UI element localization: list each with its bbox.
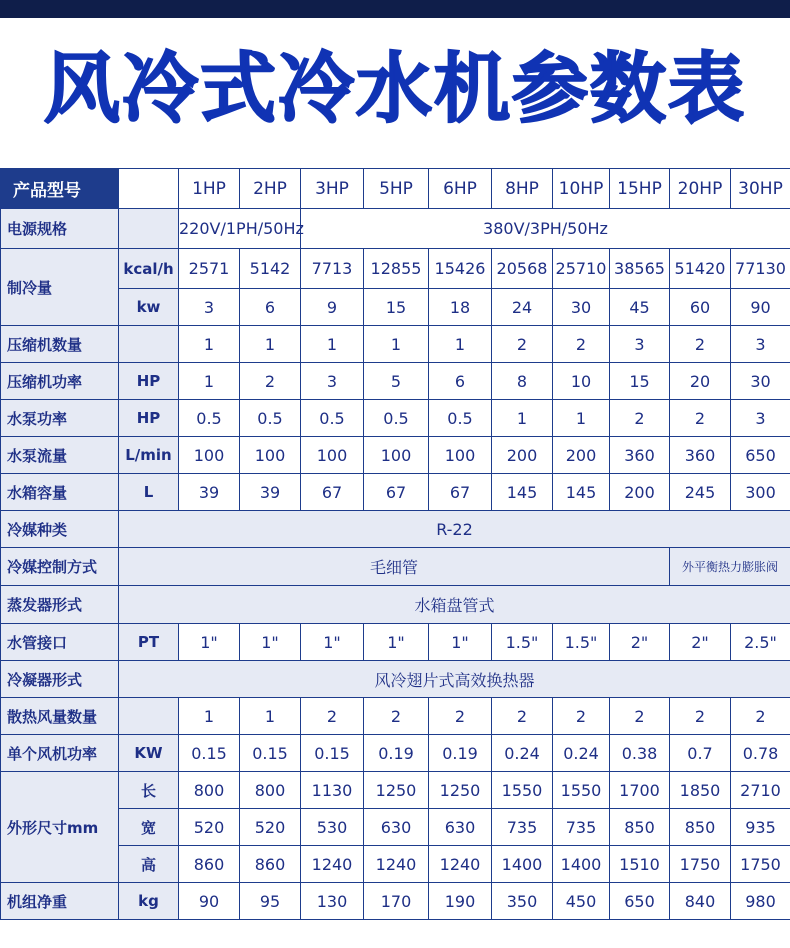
value-cell: 39 [240,474,301,511]
table-row [1,735,790,772]
value-cell: 6 [429,363,492,400]
value-cell: 1250 [364,772,429,809]
row-label: 机组净重 [1,883,119,920]
row-label: 压缩机数量 [1,326,119,363]
row-unit [119,209,179,249]
value-cell: 7713 [301,249,364,289]
row-label: 冷媒种类 [1,511,119,548]
value-cell: 3 [610,326,670,363]
row-unit: 长 [119,772,179,809]
value-cell: 1400 [492,846,553,883]
row-label: 散热风量数量 [1,698,119,735]
model-header: 1HP [179,169,240,209]
row-label: 蒸发器形式 [1,586,119,624]
model-header: 6HP [429,169,492,209]
value-cell: 2710 [731,772,790,809]
row-unit: kw [119,289,179,326]
value-cell: 145 [492,474,553,511]
value-cell: 0.15 [240,735,301,772]
value-cell: 840 [670,883,731,920]
value-cell: 1" [240,624,301,661]
value-cell: 630 [364,809,429,846]
value-cell: 30 [553,289,610,326]
value-cell: 5 [364,363,429,400]
value-cell: 1 [429,326,492,363]
value-cell: 100 [364,437,429,474]
value-cell: 2 [610,698,670,735]
value-cell: 245 [670,474,731,511]
row-label: 水管接口 [1,624,119,661]
value-cell: 1 [179,363,240,400]
table-row [1,548,790,586]
row-unit: kcal/h [119,249,179,289]
value-cell: 90 [731,289,790,326]
value-cell: 12855 [364,249,429,289]
value-cell: 520 [240,809,301,846]
value-cell: 1 [301,326,364,363]
table-row [1,400,790,437]
value-cell: 2 [670,400,731,437]
value-cell: 1250 [429,772,492,809]
value-cell: 200 [553,437,610,474]
table-row [1,883,790,920]
model-header: 8HP [492,169,553,209]
value-cell: 15426 [429,249,492,289]
header-blank [119,169,179,209]
table-row [1,511,790,548]
value-cell: 95 [240,883,301,920]
value-cell: 735 [553,809,610,846]
row-label: 电源规格 [1,209,119,249]
value-cell: 300 [731,474,790,511]
value-cell: 1550 [492,772,553,809]
value-cell: 350 [492,883,553,920]
value-cell: 0.15 [301,735,364,772]
table-row [1,437,790,474]
evaporator-value: 水箱盘管式 [119,586,790,624]
value-cell: 1 [240,326,301,363]
row-unit: HP [119,400,179,437]
page-title: 风冷式冷水机参数表 [44,44,746,133]
value-cell: 2 [429,698,492,735]
value-cell: 2 [553,698,610,735]
value-cell: 0.7 [670,735,731,772]
value-cell: 20 [670,363,731,400]
value-cell: 39 [179,474,240,511]
value-cell: 1" [364,624,429,661]
table-row [1,363,790,400]
value-cell: 860 [179,846,240,883]
value-cell: 0.5 [429,400,492,437]
value-cell: 200 [610,474,670,511]
table-row [1,169,790,209]
value-cell: 800 [179,772,240,809]
power-380v: 380V/3PH/50Hz [301,209,790,249]
value-cell: 18 [429,289,492,326]
value-cell: 2.5" [731,624,790,661]
value-cell: 1240 [364,846,429,883]
value-cell: 2" [610,624,670,661]
table-row [1,209,790,249]
value-cell: 38565 [610,249,670,289]
value-cell: 2 [553,326,610,363]
table-row [1,772,790,809]
value-cell: 190 [429,883,492,920]
value-cell: 6 [240,289,301,326]
value-cell: 100 [179,437,240,474]
value-cell: 2" [670,624,731,661]
control-value: 毛细管 [119,548,670,586]
table-row [1,586,790,624]
value-cell: 25710 [553,249,610,289]
value-cell: 520 [179,809,240,846]
row-unit: HP [119,363,179,400]
header-label: 产品型号 [1,169,119,209]
value-cell: 20568 [492,249,553,289]
value-cell: 100 [240,437,301,474]
value-cell: 360 [670,437,731,474]
value-cell: 2571 [179,249,240,289]
value-cell: 67 [364,474,429,511]
value-cell: 1" [179,624,240,661]
table-row [1,809,790,846]
model-header: 3HP [301,169,364,209]
value-cell: 2 [670,326,731,363]
value-cell: 2 [301,698,364,735]
value-cell: 1 [240,698,301,735]
row-unit: 宽 [119,809,179,846]
row-label: 冷凝器形式 [1,661,119,698]
row-unit: PT [119,624,179,661]
model-header: 15HP [610,169,670,209]
model-header: 30HP [731,169,790,209]
refrigerant-value: R-22 [119,511,790,548]
value-cell: 1750 [731,846,790,883]
value-cell: 30 [731,363,790,400]
model-header: 5HP [364,169,429,209]
control-value-30hp: 外平衡热力膨胀阀 [670,548,790,586]
table-row [1,661,790,698]
row-unit: KW [119,735,179,772]
row-unit: L/min [119,437,179,474]
value-cell: 1 [553,400,610,437]
value-cell: 100 [301,437,364,474]
value-cell: 3 [731,400,790,437]
value-cell: 15 [364,289,429,326]
table-row [1,326,790,363]
value-cell: 0.24 [492,735,553,772]
value-cell: 0.15 [179,735,240,772]
value-cell: 1.5" [492,624,553,661]
value-cell: 67 [301,474,364,511]
value-cell: 360 [610,437,670,474]
row-unit [119,698,179,735]
condenser-value: 风冷翅片式高效换热器 [119,661,790,698]
row-label: 外形尺寸mm [1,772,119,883]
value-cell: 2 [492,698,553,735]
value-cell: 2 [731,698,790,735]
value-cell: 1 [179,326,240,363]
value-cell: 145 [553,474,610,511]
row-label: 单个风机功率 [1,735,119,772]
value-cell: 1510 [610,846,670,883]
model-header: 10HP [553,169,610,209]
value-cell: 735 [492,809,553,846]
value-cell: 1" [429,624,492,661]
value-cell: 45 [610,289,670,326]
value-cell: 77130 [731,249,790,289]
value-cell: 10 [553,363,610,400]
value-cell: 1850 [670,772,731,809]
value-cell: 2 [610,400,670,437]
value-cell: 3 [301,363,364,400]
table-row [1,624,790,661]
value-cell: 2 [670,698,731,735]
value-cell: 130 [301,883,364,920]
value-cell: 0.5 [301,400,364,437]
value-cell: 5142 [240,249,301,289]
value-cell: 170 [364,883,429,920]
table-row [1,289,790,326]
value-cell: 650 [610,883,670,920]
value-cell: 2 [492,326,553,363]
row-unit: kg [119,883,179,920]
power-220v: 220V/1PH/50Hz [179,209,301,249]
value-cell: 0.24 [553,735,610,772]
row-label: 冷媒控制方式 [1,548,119,586]
value-cell: 100 [429,437,492,474]
value-cell: 980 [731,883,790,920]
value-cell: 1400 [553,846,610,883]
value-cell: 0.38 [610,735,670,772]
model-header: 20HP [670,169,731,209]
row-label: 水泵功率 [1,400,119,437]
value-cell: 1550 [553,772,610,809]
value-cell: 2 [240,363,301,400]
table-row [1,474,790,511]
value-cell: 24 [492,289,553,326]
row-unit: 高 [119,846,179,883]
value-cell: 51420 [670,249,731,289]
value-cell: 0.5 [364,400,429,437]
value-cell: 1 [492,400,553,437]
value-cell: 650 [731,437,790,474]
table-row [1,249,790,289]
value-cell: 1" [301,624,364,661]
value-cell: 3 [731,326,790,363]
top-bar [0,0,790,18]
value-cell: 1750 [670,846,731,883]
value-cell: 1130 [301,772,364,809]
row-label: 压缩机功率 [1,363,119,400]
table-row [1,846,790,883]
value-cell: 0.19 [429,735,492,772]
table-row [1,698,790,735]
value-cell: 1 [179,698,240,735]
value-cell: 8 [492,363,553,400]
value-cell: 630 [429,809,492,846]
value-cell: 67 [429,474,492,511]
value-cell: 3 [179,289,240,326]
value-cell: 935 [731,809,790,846]
model-header: 2HP [240,169,301,209]
value-cell: 1 [364,326,429,363]
row-label: 水箱容量 [1,474,119,511]
row-unit [119,326,179,363]
value-cell: 1240 [301,846,364,883]
value-cell: 1.5" [553,624,610,661]
value-cell: 200 [492,437,553,474]
spec-table [0,168,790,920]
value-cell: 1240 [429,846,492,883]
value-cell: 1700 [610,772,670,809]
value-cell: 0.78 [731,735,790,772]
value-cell: 0.19 [364,735,429,772]
value-cell: 90 [179,883,240,920]
value-cell: 530 [301,809,364,846]
value-cell: 850 [610,809,670,846]
value-cell: 0.5 [179,400,240,437]
value-cell: 450 [553,883,610,920]
value-cell: 860 [240,846,301,883]
row-unit: L [119,474,179,511]
value-cell: 2 [364,698,429,735]
row-label: 水泵流量 [1,437,119,474]
value-cell: 0.5 [240,400,301,437]
row-label: 制冷量 [1,249,119,326]
value-cell: 9 [301,289,364,326]
value-cell: 850 [670,809,731,846]
value-cell: 800 [240,772,301,809]
value-cell: 15 [610,363,670,400]
value-cell: 60 [670,289,731,326]
